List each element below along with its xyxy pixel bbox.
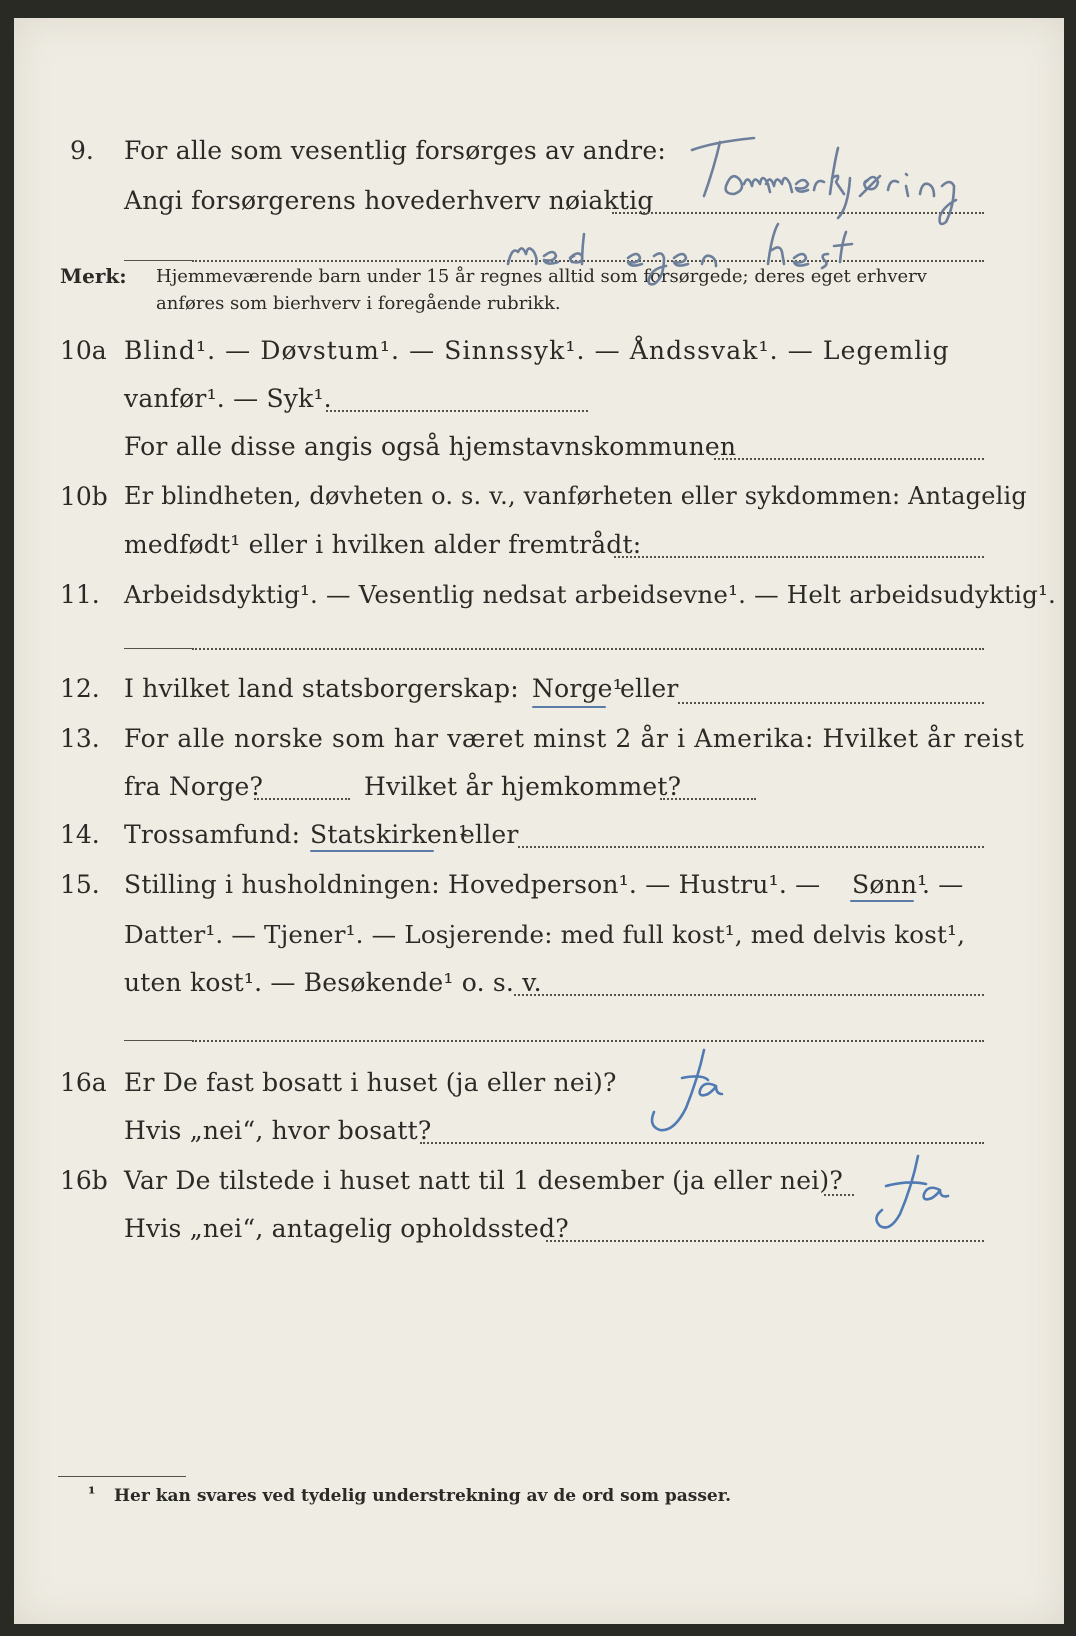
q13-number: 13. — [60, 724, 100, 753]
handwriting-16b-ja — [876, 1156, 948, 1228]
q15-option-sonn: Sønn¹ — [852, 870, 928, 899]
q10a-line1: Blind¹. — Døvstum¹. — Sinnssyk¹. — Åndssvak¹. — Legemlig — [124, 336, 950, 365]
handwriting-med-egen-hest — [508, 224, 852, 284]
q15-line2: Datter¹. — Tjener¹. — Losjerende: med full kost¹, med delvis kost¹, — [124, 920, 966, 949]
q12-eller: eller — [620, 674, 679, 703]
q16a-line2: Hvis „nei“, hvor bosatt? — [124, 1116, 432, 1145]
q10b-line2: medfødt¹ eller i hvilken alder fremtrådt: — [124, 530, 642, 559]
q9-line2: Angi forsørgerens hovederhverv nøiaktig — [124, 186, 654, 215]
q14-option-statskirken: Statskirken¹ — [310, 820, 469, 849]
handwriting-16a-ja — [652, 1050, 722, 1130]
q16b-line1: Var De tilstede i huset natt til 1 desember (ja eller nei)? — [124, 1166, 843, 1195]
handwriting-tommerkjoring — [692, 138, 956, 224]
q16b-line2: Hvis „nei“, antagelig opholdssted? — [124, 1214, 569, 1243]
q14-number: 14. — [60, 820, 100, 849]
q14-eller: eller — [460, 820, 519, 849]
q14-text: Trossamfund: — [124, 820, 301, 849]
census-form-page — [14, 18, 1064, 1624]
q13-line2b: Hvilket år hjemkommet? — [364, 772, 682, 801]
q11-line1: Arbeidsdyktig¹. — Vesentlig nedsat arbeidsevne¹. — Helt arbeidsudyktig¹. — [124, 580, 1057, 609]
q12-text: I hvilket land statsborgerskap: — [124, 674, 519, 703]
q13-line2a: fra Norge? — [124, 772, 264, 801]
q10a-number: 10a — [60, 336, 107, 365]
q10b-number: 10b — [60, 482, 108, 511]
q12-option-norge: Norge¹ — [532, 674, 623, 703]
q9-number: 9. — [70, 136, 94, 165]
q16a-number: 16a — [60, 1068, 107, 1097]
q12-number: 12. — [60, 674, 100, 703]
q11-number: 11. — [60, 580, 100, 609]
q15-number: 15. — [60, 870, 100, 899]
q13-line1: For alle norske som har været minst 2 år i Amerika: Hvilket år reist — [124, 724, 1025, 753]
q15-line1a: Stilling i husholdningen: Hovedperson¹. — Hustru¹. — — [124, 870, 821, 899]
merk-label: Merk: — [60, 264, 127, 288]
merk-line1: Hjemmeværende barn under 15 år regnes alltid som forsørgede; deres eget erhverv — [156, 266, 927, 287]
q10b-line1: Er blindheten, døvheten o. s. v., vanførheten eller sykdommen: Antagelig — [124, 482, 1027, 510]
footnote-mark: ¹ — [88, 1484, 96, 1504]
q16a-line1: Er De fast bosatt i huset (ja eller nei)? — [124, 1068, 617, 1097]
merk-line2: anføres som bierhverv i foregående rubrikk. — [156, 293, 561, 314]
q10a-line3: For alle disse angis også hjemstavnskommunen — [124, 432, 737, 461]
q16b-number: 16b — [60, 1166, 108, 1195]
footnote-text: Her kan svares ved tydelig understrekning av de ord som passer. — [114, 1486, 732, 1506]
q15-line1c: . — — [922, 870, 964, 899]
handwriting-layer — [14, 18, 1064, 1624]
q15-line3: uten kost¹. — Besøkende¹ o. s. v. — [124, 968, 542, 997]
q10a-line2: vanfør¹. — Syk¹. — [124, 384, 332, 413]
q9-line1: For alle som vesentlig forsørges av andre: — [124, 136, 666, 165]
